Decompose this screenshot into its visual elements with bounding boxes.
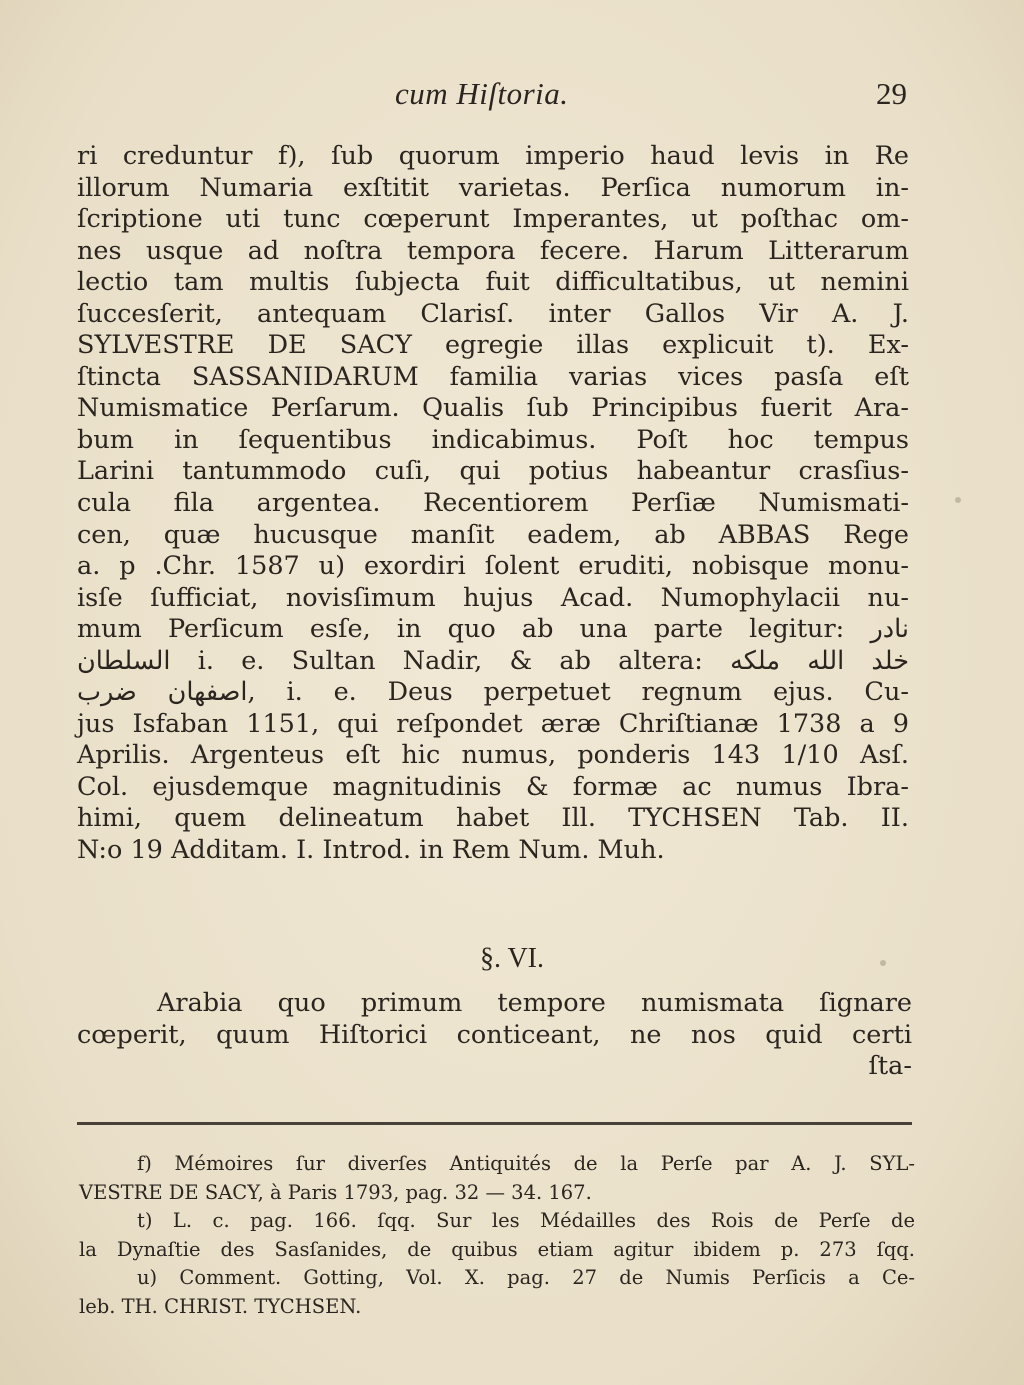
text-line: Larini tantummodo cuſi, qui potius habeantur crasſius- bbox=[77, 456, 909, 487]
section-paragraph bbox=[77, 988, 912, 1083]
catchword: ſta- bbox=[868, 1051, 912, 1082]
text-line: bum in ſequentibus indicabimus. Poſt hoc tempus bbox=[77, 424, 909, 455]
text-line: N:o 19 Additam. I. Introd. in Rem Num. Muh. bbox=[77, 835, 665, 866]
footnote-line: VESTRE DE SACY, à Paris 1793, pag. 32 — 34. 167. bbox=[79, 1180, 592, 1204]
text-line: illorum Numaria exſtitit varietas. Perſica numorum in- bbox=[77, 172, 909, 203]
text-line: السلطان i. e. Sultan Nadir, & ab altera: خلد الله ملكه bbox=[77, 645, 910, 676]
ink-speck bbox=[880, 960, 886, 966]
text-line: Col. ejusdemque magnitudinis & formæ ac numus Ibra- bbox=[77, 771, 909, 802]
footnote-line: la Dynaſtie des Sasſanides, de quibus etiam agitur ibidem p. 273 ſqq. bbox=[79, 1237, 915, 1261]
text-line: ri creduntur f), ſub quorum imperio haud levis in Re bbox=[77, 141, 909, 171]
text-line: mum Perſicum esſe, in quo ab una parte legitur: نادر bbox=[77, 614, 909, 645]
footnote-line: u) Comment. Gotting, Vol. X. pag. 27 de Numis Perſicis a Ce- bbox=[137, 1266, 915, 1290]
text-line: Aprilis. Argenteus eſt hic numus, ponderis 143 1/10 Asſ. bbox=[77, 740, 909, 771]
page-header bbox=[0, 72, 1024, 112]
text-line: cen, quæ hucusque manſit eadem, ab ABBAS Rege bbox=[77, 519, 909, 550]
text-line: Numismatice Perſarum. Qualis ſub Principibus fuerit Ara- bbox=[77, 393, 909, 424]
text-line: اصفهان ضرب, i. e. Deus perpetuet regnum ejus. Cu- bbox=[77, 677, 909, 708]
text-line: himi, quem delineatum habet Ill. TYCHSEN Tab. II. bbox=[77, 803, 909, 834]
text-line: a. p .Chr. 1587 u) exordiri ſolent eruditi, nobisque monu- bbox=[77, 551, 909, 582]
text-line: ſuccesſerit, antequam Clarisſ. inter Gallos Vir A. J. bbox=[77, 298, 909, 329]
text-line: isſe ſufficiat, novisſimum hujus Acad. Numophylacii nu- bbox=[77, 582, 909, 613]
footnote-line: f) Mémoires ſur diverſes Antiquités de la Perſe par A. J. SYL- bbox=[137, 1152, 915, 1175]
text-line: cœperit, quum Hiſtorici conticeant, ne nos quid certi bbox=[77, 1019, 912, 1050]
body-paragraph bbox=[77, 141, 909, 867]
text-line: Arabia quo primum tempore numismata ſignare bbox=[157, 988, 912, 1018]
text-line: lectio tam multis ſubjecta fuit difficultatibus, ut nemini bbox=[77, 267, 909, 298]
section-heading: §. VI. bbox=[479, 943, 545, 974]
ink-speck bbox=[955, 497, 961, 503]
text-line: jus Isfaban 1151, qui reſpondet æræ Chriſtianæ 1738 a 9 bbox=[77, 708, 909, 739]
text-line: cula fila argentea. Recentiorem Perſiæ Numismati- bbox=[77, 488, 909, 519]
text-line: ſcriptione uti tunc cœperunt Imperantes, ut poſthac om- bbox=[77, 204, 909, 235]
footnotes bbox=[79, 1150, 915, 1322]
page-number: 29 bbox=[876, 76, 907, 111]
footnote-rule bbox=[77, 1122, 912, 1125]
footnote-line: leb. TH. CHRIST. TYCHSEN. bbox=[79, 1294, 362, 1318]
footnote-line: t) L. c. pag. 166. ſqq. Sur les Médailles des Rois de Perſe de bbox=[137, 1209, 915, 1233]
text-line: nes usque ad noſtra tempora fecere. Harum Litterarum bbox=[77, 235, 909, 266]
text-line: SYLVESTRE DE SACY egregie illas explicuit t). Ex- bbox=[77, 330, 909, 361]
text-line: ſtincta SASSANIDARUM familia varias vices pasſa eſt bbox=[77, 361, 909, 392]
running-title: cum Hiſtoria. bbox=[395, 76, 569, 111]
